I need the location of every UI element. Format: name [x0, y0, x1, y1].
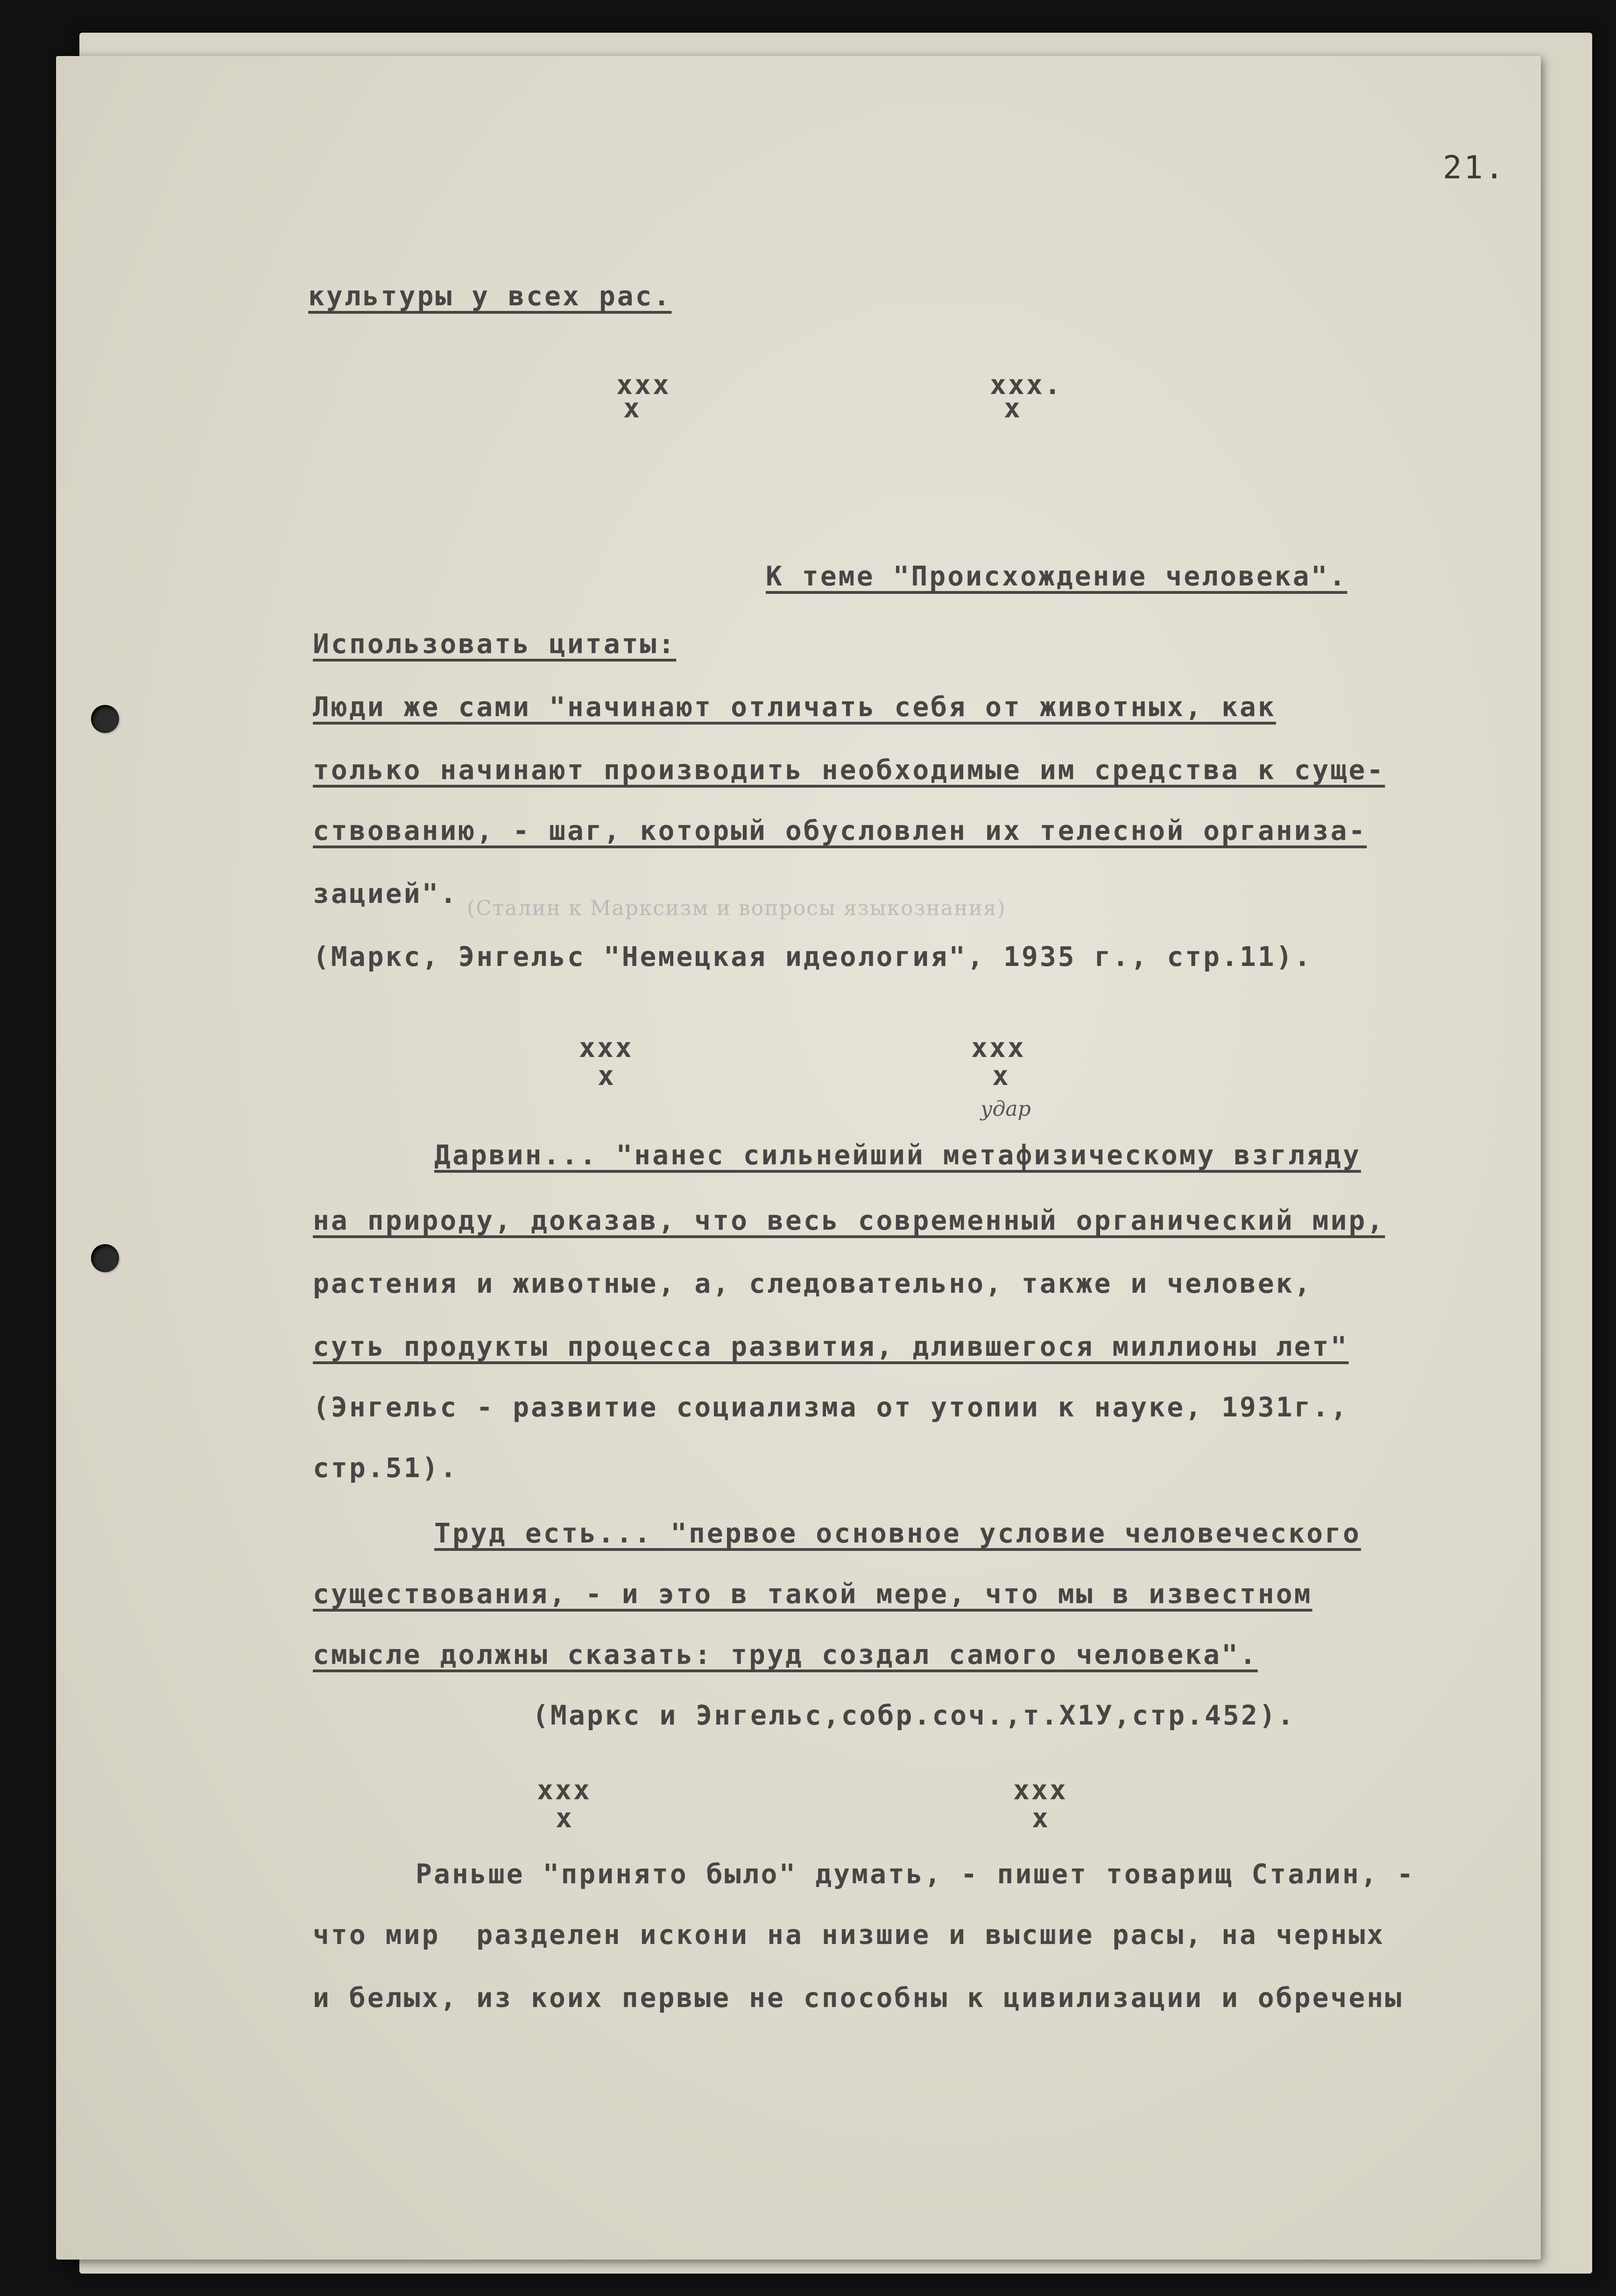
separator-mark: x [598, 1060, 616, 1092]
quote-source: (Маркс и Энгельс,собр.соч.,т.Х1У,стр.452). [532, 1699, 1296, 1731]
section-heading: К теме "Происхождение человека". [766, 560, 1348, 592]
quote-line: смысле должны сказать: труд создал самого человека". [313, 1639, 1258, 1670]
text-line: что мир разделен искони на низшие и высшие расы, на черных [313, 1919, 1385, 1951]
separator-mark: xxx [616, 369, 671, 401]
quote-line: зацией". [313, 878, 459, 909]
handwritten-note: удар [981, 1097, 1031, 1121]
quote-line: суть продукты процесса развития, длившегося миллионы лет" [313, 1331, 1349, 1362]
text-line: и белых, из коих первые не способны к цивилизации и обречены [313, 1982, 1404, 2014]
punch-hole-bottom [91, 1244, 119, 1272]
quote-source: (Энгельс - развитие социализма от утопии к науке, 1931г., [313, 1391, 1349, 1423]
quote-line: Дарвин... "нанес сильнейший метафизическому взгляду [434, 1139, 1361, 1171]
quote-line: ствованию, - шаг, который обусловлен их телесной организа- [313, 815, 1367, 846]
separator-mark: xxx. [990, 369, 1063, 401]
punch-hole-top [91, 705, 119, 733]
quote-line: на природу, доказав, что весь современный органический мир, [313, 1204, 1385, 1236]
separator-mark: xxx [1013, 1774, 1068, 1806]
quote-source: (Маркс, Энгельс "Немецкая идеология", 1935 г., стр.11). [313, 941, 1313, 972]
quote-line: растения и животные, а, следовательно, также и человек, [313, 1268, 1313, 1299]
separator-mark: x [556, 1802, 574, 1834]
quote-line: только начинают производить необходимые им средства к суще- [313, 754, 1385, 786]
separator-mark: xxx [971, 1032, 1026, 1063]
separator-mark: xxx [579, 1032, 634, 1063]
bleed-through-text: (Сталин к Марксизм и вопросы языкознания) [467, 896, 1006, 920]
text-line: Раньше "принято было" думать, - пишет товарищ Сталин, - [416, 1858, 1415, 1890]
separator-mark: x [992, 1060, 1010, 1092]
quote-source: стр.51). [313, 1452, 459, 1484]
separator-mark: x [1032, 1802, 1050, 1834]
separator-mark: xxx [537, 1774, 592, 1806]
separator-mark: x [623, 392, 642, 424]
text-line: культуры у всех рас. [308, 280, 672, 312]
quote-line: Труд есть... "первое основное условие человеческого [434, 1517, 1361, 1549]
separator-mark: x [1004, 392, 1022, 424]
page-number: 21. [1443, 149, 1506, 186]
text-line: Использовать цитаты: [313, 628, 677, 660]
quote-line: существования, - и это в такой мере, что мы в известном [313, 1578, 1313, 1610]
quote-line: Люди же сами "начинают отличать себя от животных, как [313, 691, 1276, 723]
